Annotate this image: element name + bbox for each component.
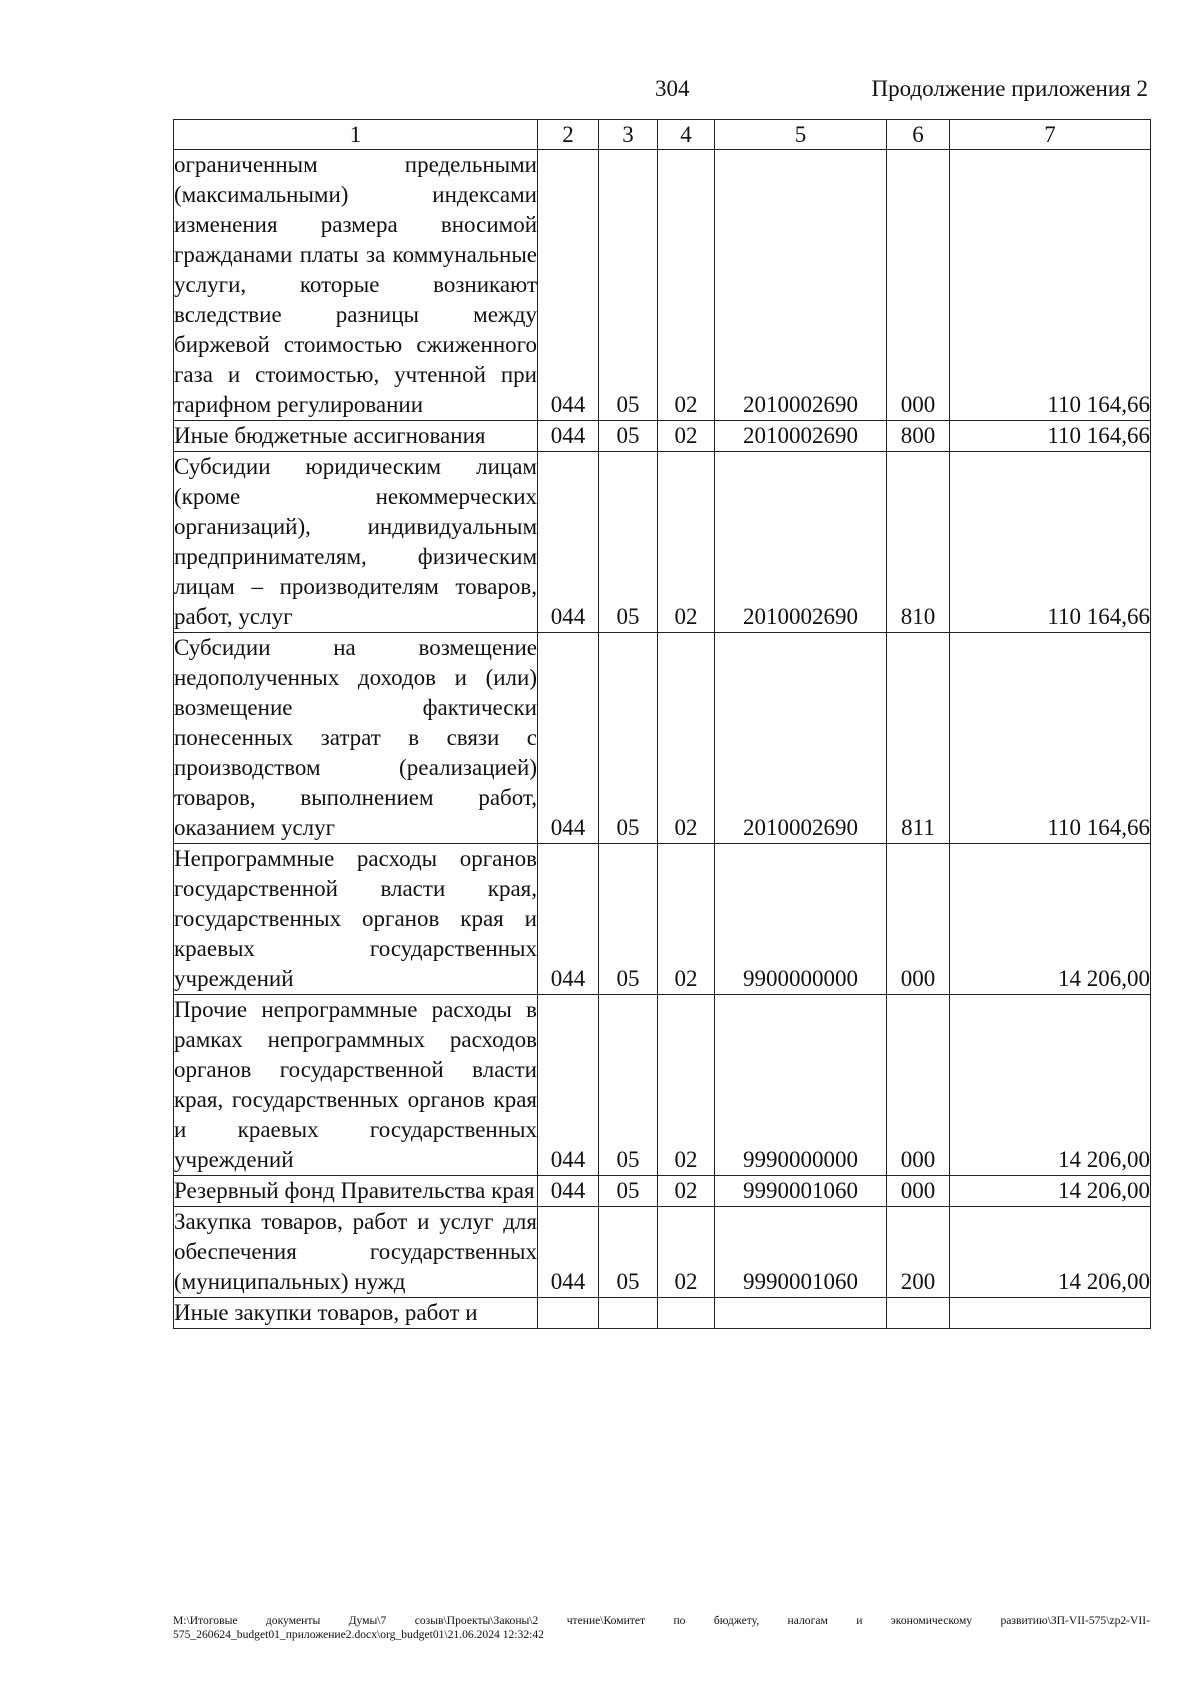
- expense-type-code: 800: [887, 421, 950, 452]
- budget-table: [173, 119, 1151, 1329]
- target-article-code: 2010002690: [715, 633, 887, 844]
- amount-cell: 14 206,00: [950, 844, 1151, 995]
- column-header: 2: [538, 120, 599, 150]
- table-row: [174, 421, 1151, 452]
- ministry-code: 044: [538, 995, 599, 1176]
- page-number: 304: [655, 76, 690, 101]
- amount-cell: [950, 1298, 1151, 1329]
- column-header: 4: [658, 120, 715, 150]
- expense-type-code: 000: [887, 995, 950, 1176]
- column-header: 6: [887, 120, 950, 150]
- table-row: [174, 995, 1151, 1176]
- row-description: Субсидии на возмещение недополученных доходов и (или) возмещение фактически понесенных затрат в связи с производством (реализацией) товаров, выполнением работ, оказанием услуг: [174, 633, 538, 844]
- target-article-code: 2010002690: [715, 421, 887, 452]
- ministry-code: 044: [538, 452, 599, 633]
- table-row: [174, 150, 1151, 421]
- expense-type-code: 200: [887, 1207, 950, 1298]
- target-article-code: 9990000000: [715, 995, 887, 1176]
- section-code: 05: [599, 1176, 658, 1207]
- section-code: 05: [599, 995, 658, 1176]
- expense-type-code: 000: [887, 1176, 950, 1207]
- table-row: [174, 633, 1151, 844]
- table-row: [174, 1298, 1151, 1329]
- expense-type-code: 000: [887, 844, 950, 995]
- subsection-code: 02: [658, 421, 715, 452]
- section-code: 05: [599, 452, 658, 633]
- target-article-code: 9990001060: [715, 1207, 887, 1298]
- column-header: 3: [599, 120, 658, 150]
- ministry-code: 044: [538, 1207, 599, 1298]
- section-code: 05: [599, 633, 658, 844]
- expense-type-code: 000: [887, 150, 950, 421]
- row-description: Непрограммные расходы органов государственной власти края, государственных органов края и краевых государственных учреждений: [174, 844, 538, 995]
- amount-cell: 110 164,66: [950, 421, 1151, 452]
- row-description: ограниченным предельными (максимальными) индексами изменения размера вносимой гражданами платы за коммунальные услуги, которые возникают вследствие разницы между биржевой стоимостью сжиженного газа и стоимостью, учтенной при тарифном регулировании: [174, 150, 538, 421]
- amount-cell: 14 206,00: [950, 1207, 1151, 1298]
- table-row: [174, 1176, 1151, 1207]
- row-description: Прочие непрограммные расходы в рамках непрограммных расходов органов государственной власти края, государственных органов края и краевых государственных учреждений: [174, 995, 538, 1176]
- column-header: 7: [950, 120, 1151, 150]
- subsection-code: 02: [658, 1176, 715, 1207]
- section-code: [599, 1298, 658, 1329]
- target-article-code: 2010002690: [715, 150, 887, 421]
- table-row: [174, 1207, 1151, 1298]
- amount-cell: 14 206,00: [950, 1176, 1151, 1207]
- section-code: 05: [599, 844, 658, 995]
- section-code: 05: [599, 1207, 658, 1298]
- subsection-code: [658, 1298, 715, 1329]
- ministry-code: 044: [538, 844, 599, 995]
- row-description: Закупка товаров, работ и услуг для обеспечения государственных (муниципальных) нужд: [174, 1207, 538, 1298]
- table-row: [174, 452, 1151, 633]
- amount-cell: 110 164,66: [950, 150, 1151, 421]
- ministry-code: 044: [538, 150, 599, 421]
- amount-cell: 110 164,66: [950, 633, 1151, 844]
- expense-type-code: [887, 1298, 950, 1329]
- column-header: 5: [715, 120, 887, 150]
- column-number-row: [174, 120, 1151, 150]
- ministry-code: 044: [538, 421, 599, 452]
- target-article-code: [715, 1298, 887, 1329]
- row-description: Резервный фонд Правительства края: [174, 1176, 538, 1207]
- subsection-code: 02: [658, 150, 715, 421]
- expense-type-code: 811: [887, 633, 950, 844]
- row-description: Иные закупки товаров, работ и: [174, 1298, 538, 1329]
- target-article-code: 9900000000: [715, 844, 887, 995]
- column-header: 1: [174, 120, 538, 150]
- ministry-code: 044: [538, 1176, 599, 1207]
- amount-cell: 14 206,00: [950, 995, 1151, 1176]
- subsection-code: 02: [658, 633, 715, 844]
- subsection-code: 02: [658, 844, 715, 995]
- row-description: Субсидии юридическим лицам (кроме некоммерческих организаций), индивидуальным предпринимателям, физическим лицам – производителям товаров, работ, услуг: [174, 452, 538, 633]
- ministry-code: [538, 1298, 599, 1329]
- section-code: 05: [599, 421, 658, 452]
- subsection-code: 02: [658, 452, 715, 633]
- continuation-caption: Продолжение приложения 2: [871, 76, 1148, 101]
- file-path-footer: M:\Итоговые документы Думы\7 созыв\Проекты\Законы\2 чтение\Комитет по бюджету, налогам и экономическому развитию\ЗП-VII-575\zp2-VII-575_260624_budget01_приложение2.docx\org_budget01\21.06.2024 12:32:42: [173, 1614, 1150, 1641]
- subsection-code: 02: [658, 1207, 715, 1298]
- target-article-code: 2010002690: [715, 452, 887, 633]
- subsection-code: 02: [658, 995, 715, 1176]
- row-description: Иные бюджетные ассигнования: [174, 421, 538, 452]
- table-row: [174, 844, 1151, 995]
- target-article-code: 9990001060: [715, 1176, 887, 1207]
- ministry-code: 044: [538, 633, 599, 844]
- section-code: 05: [599, 150, 658, 421]
- expense-type-code: 810: [887, 452, 950, 633]
- amount-cell: 110 164,66: [950, 452, 1151, 633]
